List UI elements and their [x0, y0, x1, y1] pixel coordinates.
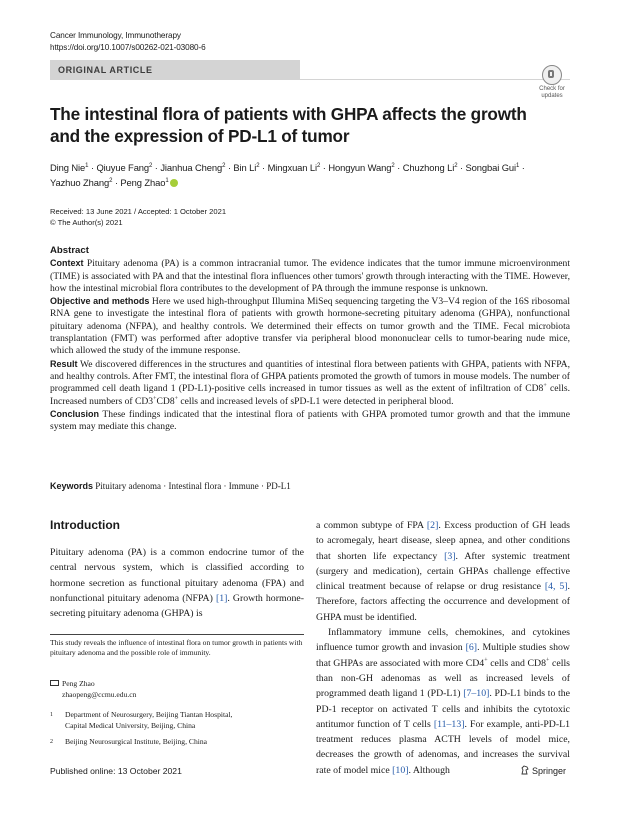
intro-text: . Although: [408, 764, 450, 776]
context-text: Pituitary adenoma (PA) is a common intracranial tumor. The evidence indicates that the tumor immune microenvironment (TIME) is associated with PA and that the intestinal flora influences other tumors' growth through interacting with the TIME. However, how the intestinal microbial flora contributes to the development of PA through the immune response is unknown.: [50, 258, 571, 294]
abstract-context: [50, 257, 570, 295]
affiliation: [50, 737, 207, 748]
affiliation-number: 2: [50, 739, 53, 745]
publisher-name: Springer: [532, 766, 567, 776]
intro-text: . PD-L1 binds to the PD-1 receptor on activated T cells and inhibits the cytotoxic antitumor function of T cells: [316, 688, 570, 730]
received-accepted: Received: 13 June 2021 / Accepted: 1 October 2021: [50, 207, 227, 216]
check-badge-label-1: Check for: [539, 86, 565, 92]
citation-link[interactable]: [6]: [465, 642, 478, 654]
author-name[interactable]: Bin Li: [233, 162, 257, 173]
abstract: [50, 245, 570, 433]
result-text-a: We discovered differences in the structures and quantities of intestinal flora between patients with GHPA, patients with NFPA, and healthy controls. After FMT, the intestinal flora of GHPA patients promoted the growth of tumors in mouse models. The number of programmed cell death ligand 1 (PD-L1)-positive cells increased in tumor tissues as well as the extent of infiltration of CD8: [50, 358, 570, 395]
context-label: Context: [50, 258, 84, 269]
conclusion-label: Conclusion: [50, 408, 99, 419]
introduction-heading: Introduction: [50, 518, 120, 532]
author-aff: 2: [222, 162, 226, 169]
doi-link[interactable]: https://doi.org/10.1007/s00262-021-03080-6: [50, 43, 206, 52]
intro-text: cells than non-GH adenomas as well as increased levels of programmed death ligand 1 (PD-L1): [316, 657, 570, 700]
intro-text: Inflammatory immune cells, chemokines, and cytokines influence tumor growth and invasion: [316, 627, 570, 654]
intro-text: . Therefore, factors affecting the occurrence and development of GHPA must be identified.: [316, 581, 570, 623]
superscript: +: [484, 657, 488, 664]
abstract-heading: Abstract: [50, 245, 89, 256]
result-sup-3: +: [174, 395, 179, 402]
corresponding-author: [50, 678, 136, 700]
objective-text: Here we used high-throughput Illumina MiSeq sequencing targeting the V3–V4 region of the 16S ribosomal RNA gene to investigate the intestinal flora of patients with growth hormone-secreting pituitary adenoma (GHPA), nonfunctional pituitary adenoma (NFPA), and healthy controls. We determined their effects on tumor growth and the TIME. Fecal microbiota transplantation (FMT) was performed after adoptive transfer via peripheral blood mononuclear cells to tumor-bearing nude mice, which allowed the study of the immune response.: [50, 296, 570, 357]
abstract-result: [50, 358, 570, 408]
author-aff: 2: [317, 162, 321, 169]
author-aff: 2: [391, 162, 395, 169]
citation-link[interactable]: [11–13]: [433, 718, 465, 730]
title-line-2: and the expression of PD-L1 of tumor: [50, 126, 350, 146]
affiliation-line: Capital Medical University, Beijing, China: [65, 720, 196, 730]
author-name[interactable]: Yazhuo Zhang: [50, 177, 110, 188]
affiliation-line: Beijing Neurosurgical Institute, Beijing, China: [65, 737, 208, 746]
result-sup-2: +: [153, 395, 157, 402]
journal-header: [50, 30, 206, 54]
keywords: [50, 481, 570, 491]
study-note: This study reveals the influence of intestinal flora on tumor growth in patients with pituitary adenoma and the possible role of immunity.: [50, 638, 303, 657]
intro-text: . Excess production of GH leads to acromegaly, heart disease, sleep apnea, and other conditions that shorten life expectancy: [316, 520, 570, 562]
affiliation-line: Department of Neurosurgery, Beijing Tiantan Hospital,: [65, 710, 233, 719]
intro-text: . Growth hormone-secreting pituitary adenoma (GHPA) is: [50, 592, 304, 620]
copyright: © The Author(s) 2021: [50, 218, 123, 227]
banner-rule: [300, 79, 570, 80]
keywords-label: Keywords: [50, 481, 94, 491]
intro-paragraph: [316, 625, 570, 778]
citation-link[interactable]: [10]: [392, 764, 409, 776]
author-name[interactable]: Jianhua Cheng: [160, 162, 223, 173]
citation-link[interactable]: [2]: [426, 520, 439, 531]
author-list: Ding Nie$^1$ · Qiuyue Fang$^2$ · Jianhua Cheng$^2$ · Bin $Li^2$ · Mingxuan $Li^2$ · Hongyun Wang$^2$ · Chuzhong $Li^2$ · Songbai Gui$^1$ · Yazhuo Zhang$^2$ · Peng Zhao$^1$: [50, 162, 525, 188]
keywords-text: Pituitary adenoma · Intestinal flora · Immune · PD-L1: [95, 481, 291, 491]
orcid-icon[interactable]: [170, 179, 178, 187]
citation-link[interactable]: [7–10]: [463, 688, 490, 700]
contact-email[interactable]: zhaopeng@ccmu.edu.cn: [62, 690, 137, 699]
affiliation: [50, 710, 232, 731]
intro-text: . For example, anti-PD-L1 treatment reduces plasma ACTH levels of model mice, decreases the growth of adenomas, and increases the survival rate of model mice: [316, 718, 570, 776]
published-date: Published online: 13 October 2021: [50, 766, 182, 776]
check-for-updates-badge[interactable]: [536, 65, 568, 99]
springer-horse-icon: [520, 765, 530, 775]
check-for-updates-icon: [542, 65, 562, 85]
abstract-objective: [50, 295, 570, 357]
citation-link[interactable]: [3]: [444, 550, 456, 562]
check-badge-label-2: updates: [541, 93, 563, 99]
author-aff: 1: [516, 162, 520, 169]
author-aff: 2: [454, 162, 458, 169]
footnote-rule: [50, 634, 304, 635]
intro-text: . After systemic treatment (surgery and medication), certain GHPAs challenge effective clinical treatment because of relapse or drug resistance: [316, 550, 570, 593]
author-name[interactable]: Qiuyue Fang: [96, 162, 150, 173]
intro-text: a common subtype of FPA: [316, 520, 427, 531]
intro-paragraph: [316, 518, 570, 625]
result-text-d: cells and increased levels of sPD-L1 were detected in peripheral blood.: [178, 395, 454, 407]
author-name[interactable]: Hongyun Wang: [328, 162, 392, 173]
author-name[interactable]: Peng Zhao: [120, 177, 166, 188]
objective-label: Objective and methods: [50, 296, 150, 307]
title-line-1: The intestinal flora of patients with GHPA affects the growth: [50, 104, 527, 124]
intro-left-column: [50, 545, 304, 621]
superscript: +: [546, 657, 550, 664]
publisher-logo: [520, 765, 566, 776]
envelope-icon: [50, 680, 59, 686]
intro-text: cells and CD8: [487, 657, 547, 669]
author-name[interactable]: Chuzhong Li: [402, 162, 455, 173]
result-text-c: CD8: [156, 395, 175, 407]
result-text-b: cells. Increased numbers of CD3: [50, 383, 570, 407]
affiliation-number: 1: [50, 712, 53, 718]
author-aff: 1: [165, 177, 169, 184]
intro-text: . Multiple studies show that GHPAs are associated with more CD4: [316, 642, 570, 669]
result-label: Result: [50, 358, 78, 369]
article-type-banner: ORIGINAL ARTICLE: [50, 60, 300, 80]
conclusion-text: These findings indicated that the intestinal flora of patients with GHPA promoted tumor growth and that the immune system may mediate this change.: [50, 408, 570, 433]
citation-link[interactable]: [1]: [215, 592, 228, 604]
citation-link[interactable]: [4, 5]: [544, 581, 568, 593]
journal-name: Cancer Immunology, Immunotherapy: [50, 31, 181, 40]
author-aff: 2: [149, 162, 153, 169]
author-name[interactable]: Ding Nie: [50, 162, 86, 173]
author-aff: 2: [256, 162, 260, 169]
abstract-conclusion: [50, 408, 570, 434]
author-name[interactable]: Mingxuan Li: [267, 162, 318, 173]
article-title: [50, 103, 570, 147]
author-aff: 1: [85, 162, 89, 169]
result-sup-1: +: [543, 383, 547, 390]
author-name[interactable]: Songbai Gui: [465, 162, 517, 173]
intro-paragraph: [50, 545, 304, 621]
article-dates: [50, 206, 226, 228]
intro-right-column: [316, 518, 570, 778]
author-aff: 2: [109, 177, 113, 184]
contact-name: Peng Zhao: [62, 679, 95, 688]
intro-text: Pituitary adenoma (PA) is a common endocrine tumor of the central nervous system, which is classified according to hormone secretion as functional pituitary adenoma (FPA) and nonfunctional pituitary adenoma (NFPA): [50, 547, 304, 604]
